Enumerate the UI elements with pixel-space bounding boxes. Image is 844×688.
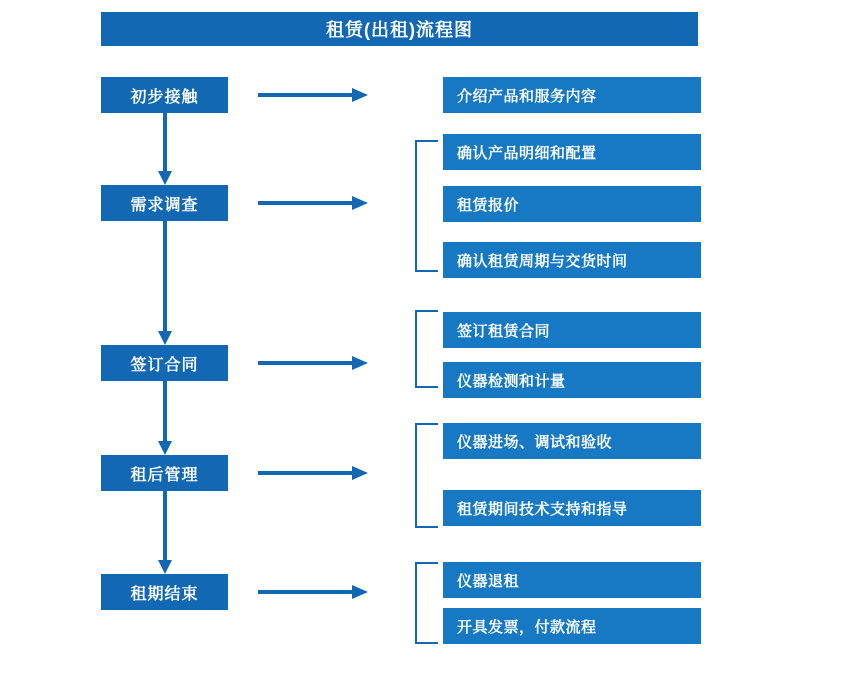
- horizontal-arrow-4: [258, 466, 368, 480]
- detail-box-8[interactable]: 租赁期间技术支持和指导: [443, 490, 701, 526]
- stage-box-1[interactable]: 初步接触: [101, 77, 228, 113]
- group-bracket-5: [414, 562, 438, 644]
- detail-box-7[interactable]: 仪器进场、调试和验收: [443, 423, 701, 459]
- detail-box-4[interactable]: 确认租赁周期与交货时间: [443, 242, 701, 278]
- diagram-title: 租赁(出租)流程图: [101, 12, 698, 46]
- detail-box-10[interactable]: 开具发票，付款流程: [443, 608, 701, 644]
- horizontal-arrow-2: [258, 196, 368, 210]
- stage-box-3[interactable]: 签订合同: [101, 345, 228, 381]
- stage-box-4[interactable]: 租后管理: [101, 455, 228, 491]
- detail-box-9[interactable]: 仪器退租: [443, 562, 701, 598]
- horizontal-arrow-3: [258, 356, 368, 370]
- group-bracket-2: [414, 140, 438, 272]
- vertical-arrow-2: [158, 221, 172, 345]
- detail-box-2[interactable]: 确认产品明细和配置: [443, 134, 701, 170]
- detail-box-3[interactable]: 租赁报价: [443, 186, 701, 222]
- detail-box-1[interactable]: 介绍产品和服务内容: [443, 77, 701, 113]
- detail-box-6[interactable]: 仪器检测和计量: [443, 362, 701, 398]
- vertical-arrow-3: [158, 381, 172, 455]
- stage-box-2[interactable]: 需求调查: [101, 185, 228, 221]
- stage-box-5[interactable]: 租期结束: [101, 574, 228, 610]
- vertical-arrow-1: [158, 113, 172, 185]
- group-bracket-3: [414, 310, 438, 388]
- vertical-arrow-4: [158, 491, 172, 574]
- horizontal-arrow-5: [258, 585, 368, 599]
- horizontal-arrow-1: [258, 88, 368, 102]
- group-bracket-4: [414, 423, 438, 528]
- detail-box-5[interactable]: 签订租赁合同: [443, 312, 701, 348]
